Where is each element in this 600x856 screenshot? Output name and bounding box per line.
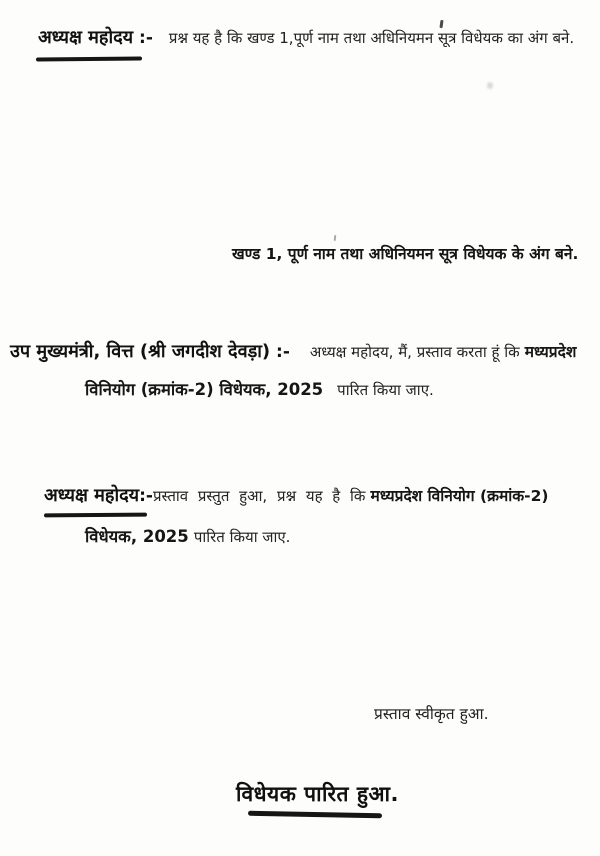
motion-adopted-text: प्रस्ताव स्वीकृत हुआ. xyxy=(374,705,489,723)
bill-passed-request-text: पारित किया जाए. xyxy=(337,381,434,399)
be-passed-text: पारित किया जाए. xyxy=(193,528,291,546)
bill-name-bold: मध्यप्रदेश विनियोग (क्रमांक-2) xyxy=(370,487,549,505)
speaker-statement-2-line-2 xyxy=(85,526,290,548)
speech-text: प्रश्न यह है कि खण्ड 1,पूर्ण नाम तथा अधिनियमन सूत्र विधेयक का अंग बने. xyxy=(168,29,575,47)
clause-motion-text: खण्ड 1, पूर्ण नाम तथा अधिनियमन सूत्र विधेयक के अंग बने. xyxy=(232,245,579,263)
bill-title-bold: विनियोग (क्रमांक-2) विधेयक, 2025 xyxy=(85,380,324,399)
deputy-cm-name: उप मुख्यमंत्री, वित्त (श्री जगदीश देवड़ा) xyxy=(10,341,271,362)
speaker-underline xyxy=(36,56,142,61)
speaker-separator: :- xyxy=(133,28,159,48)
motion-adopted-note xyxy=(374,703,489,725)
speaker-name-2: अध्यक्ष महोदय xyxy=(44,485,140,506)
motion-put-text: प्रस्ताव प्रस्तुत हुआ, प्रश्न यह है कि xyxy=(152,487,366,505)
speaker-underline-2 xyxy=(44,513,147,517)
speaker-statement-1 xyxy=(38,26,574,50)
bill-passed-underline xyxy=(248,811,382,819)
bill-passed-heading xyxy=(236,780,399,808)
speaker-name: अध्यक्ष महोदय xyxy=(38,27,134,48)
clause-motion-line xyxy=(232,243,578,265)
scan-speck xyxy=(487,82,493,89)
deputy-cm-separator: :- xyxy=(270,342,296,362)
deputy-cm-statement-line-1 xyxy=(10,340,576,364)
bill-passed-text: विधेयक पारित हुआ. xyxy=(236,782,399,806)
scan-tick-mark-faint xyxy=(334,235,337,241)
deputy-cm-speech-text: अध्यक्ष महोदय, मैं, प्रस्ताव करता हूं कि xyxy=(309,343,520,361)
bill-year-bold: विधेयक, 2025 xyxy=(85,527,189,546)
speaker-statement-2 xyxy=(44,484,548,508)
deputy-cm-statement-line-2 xyxy=(85,379,434,401)
speaker-separator-2: :- xyxy=(139,486,153,506)
state-name-bold: मध्यप्रदेश xyxy=(524,343,577,361)
